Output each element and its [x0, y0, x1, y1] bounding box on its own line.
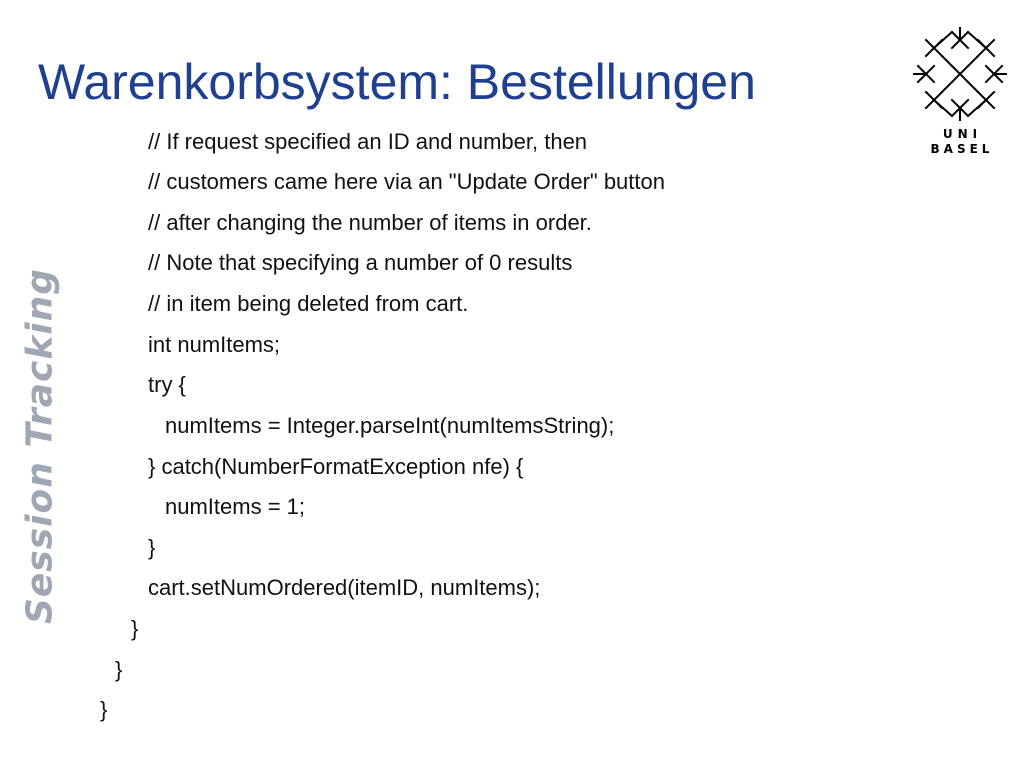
code-line: int numItems; [148, 332, 281, 357]
uni-basel-logo [912, 26, 1008, 162]
code-line: numItems = 1; [165, 494, 306, 519]
code-line: } [148, 535, 156, 560]
code-line: // If request specified an ID and number, then [148, 129, 588, 154]
basel-crosses-icon [912, 26, 1008, 122]
code-line: } [100, 697, 108, 722]
code-line: } [131, 616, 139, 641]
slide-title: Warenkorbsystem: Bestellungen [38, 54, 756, 110]
code-line: } [115, 657, 123, 682]
code-line: try { [148, 372, 186, 397]
side-label-section: Session Tracking [19, 267, 61, 625]
code-line: cart.setNumOrdered(itemID, numItems); [148, 575, 541, 600]
logo-text-uni: UNI [942, 127, 983, 141]
code-line: // in item being deleted from cart. [148, 291, 469, 316]
code-line: numItems = Integer.parseInt(numItemsString); [165, 413, 615, 438]
logo-text-basel: BASEL [930, 142, 994, 156]
code-line: } catch(NumberFormatException nfe) { [148, 454, 524, 479]
code-line: // after changing the number of items in order. [148, 210, 592, 235]
code-line: // Note that specifying a number of 0 results [148, 250, 573, 275]
code-line: // customers came here via an "Update Order" button [148, 169, 665, 194]
